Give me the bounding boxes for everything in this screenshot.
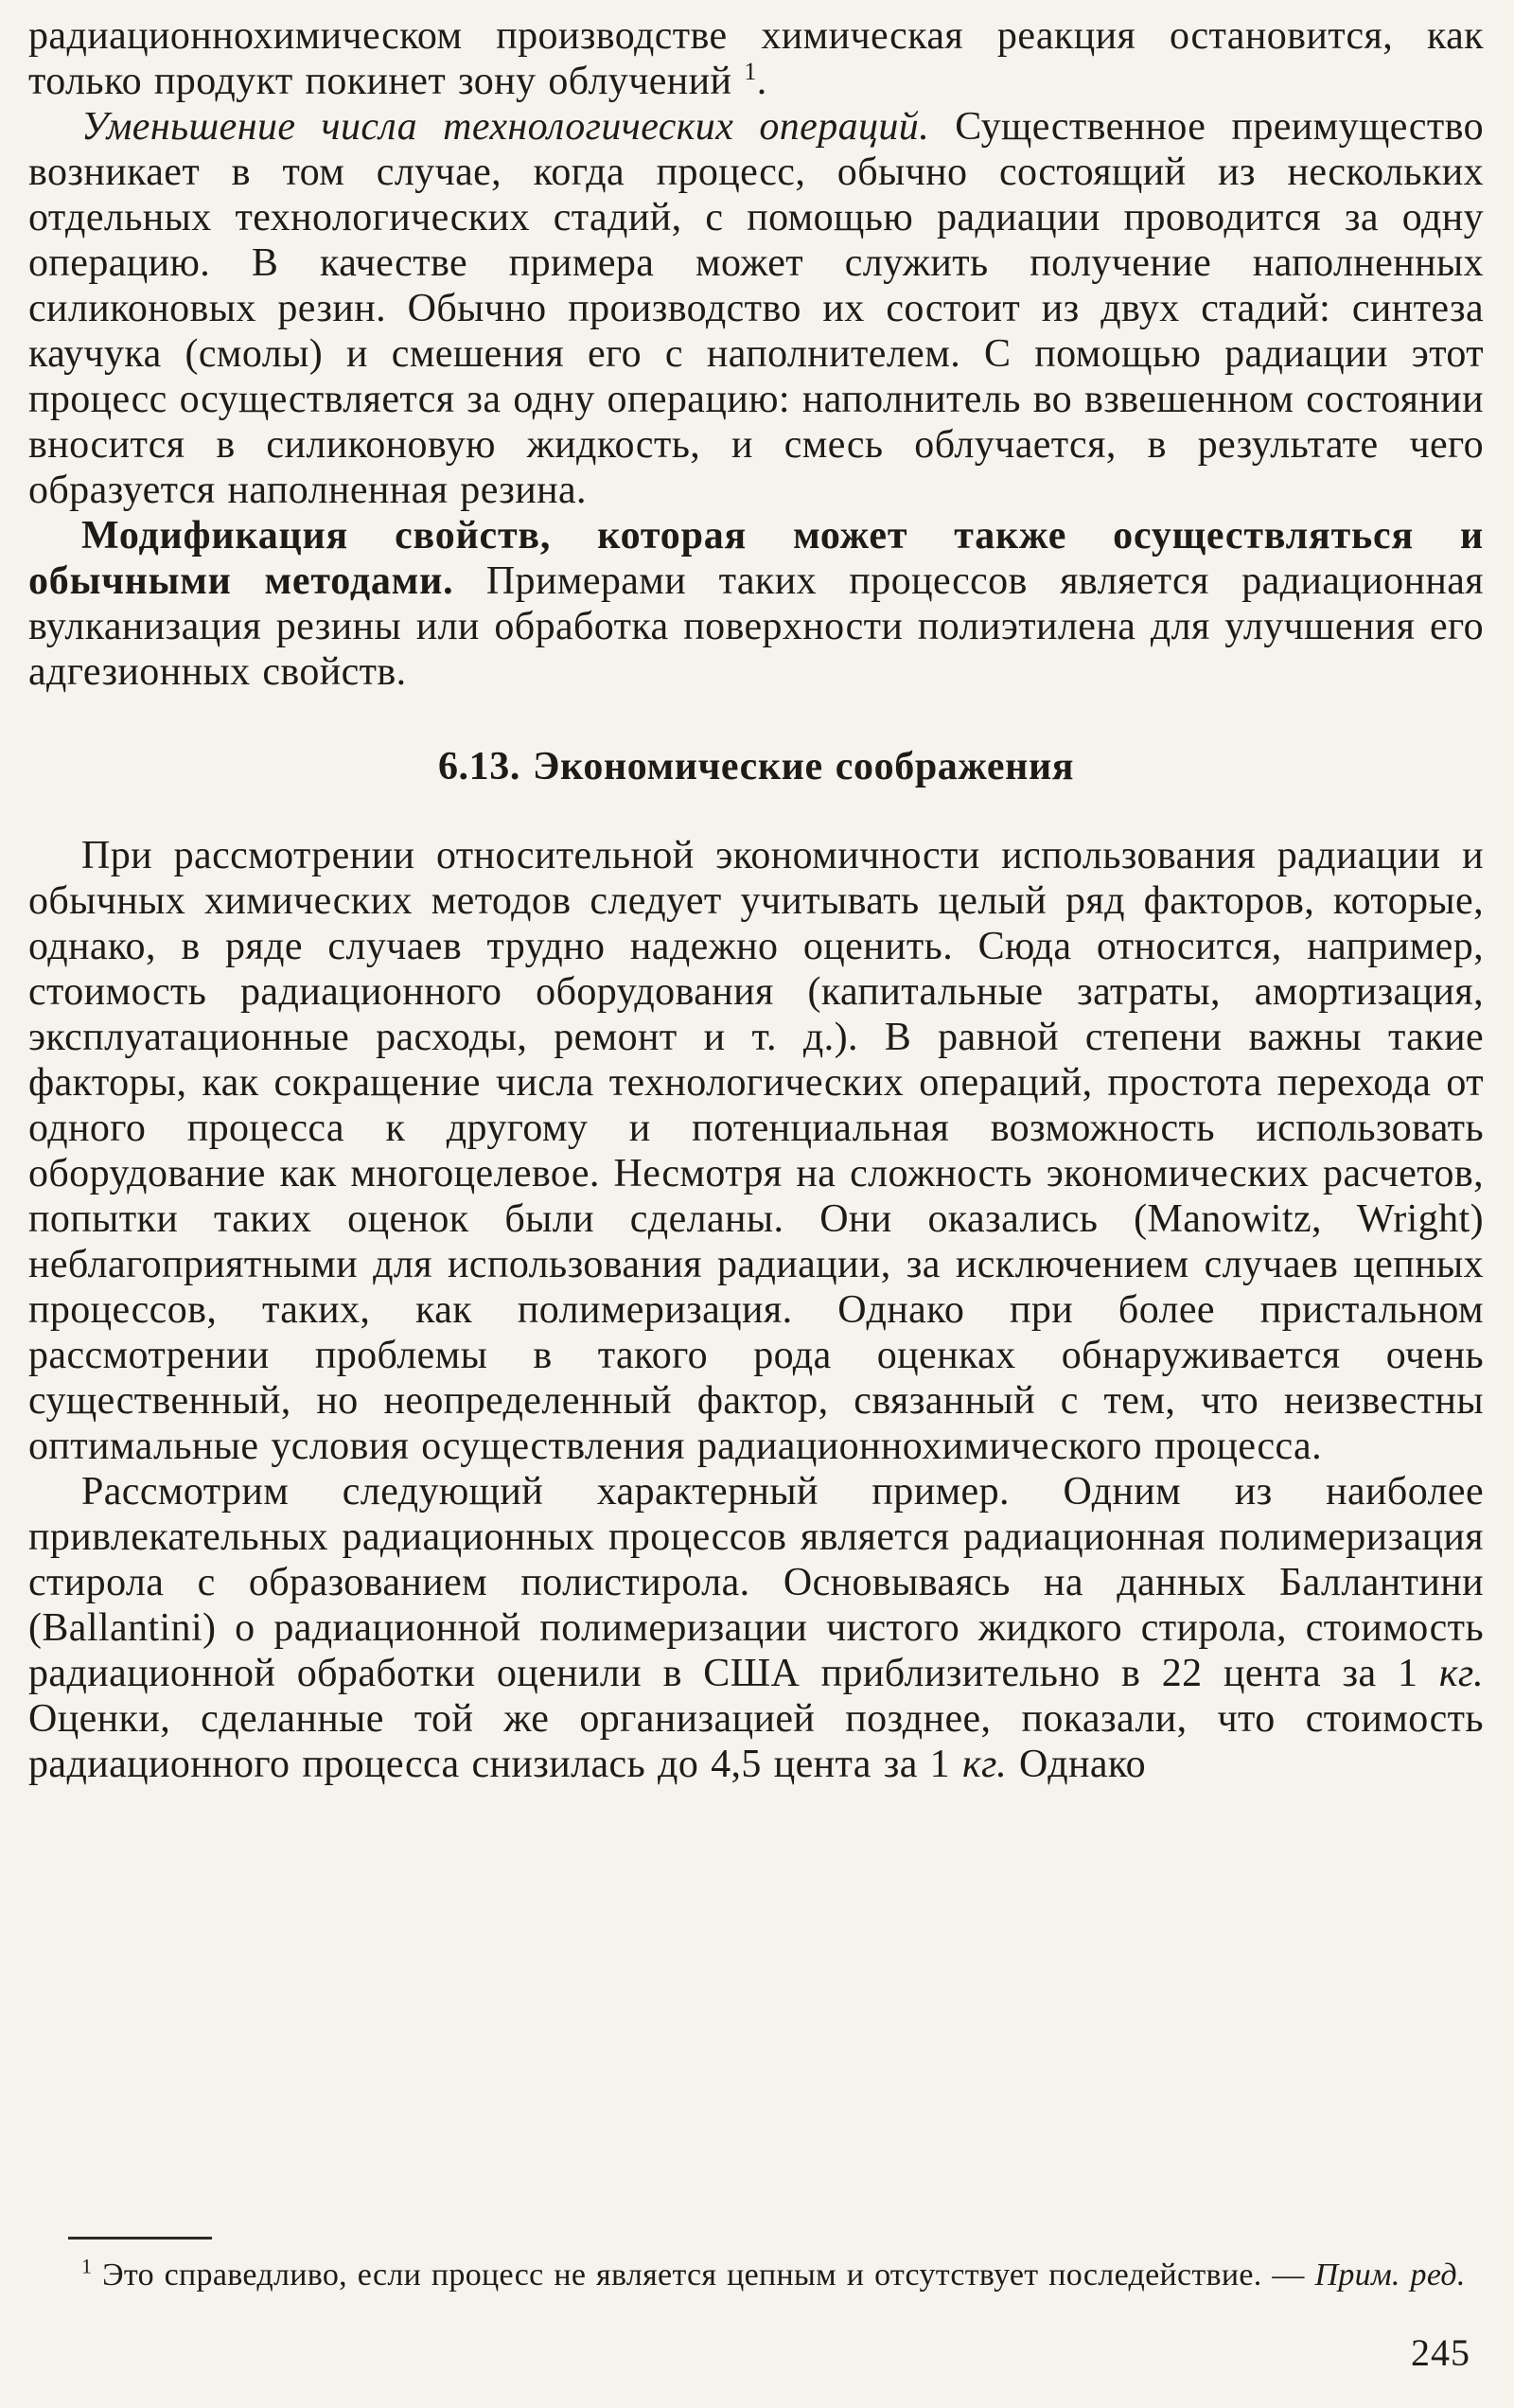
paragraph-text: Существенное преимущество возникает в том случае, когда процесс, обычно состоящий из нескольких отдельных технологических стадий, с помощью радиации проводится за одну операцию. В качестве примера может служить получение наполненных силиконовых резин. Обычно производство их состоит из двух стадий: синтеза каучука (смолы) и смешения его с наполнителем. С помощью радиации этот процесс осуществляется за одну операцию: наполнитель во взвешенном состоянии вносится в силиконовую жидкость, и смесь облучается, в результате чего образуется наполненная резина.: [28, 105, 1485, 512]
paragraph-text: Рассмотрим следующий характерный пример. Одним из наиболее привлекательных радиационных процессов является радиационная полимеризация стирола с образованием полистирола. Основываясь на данных Баллантини (Ballantini) о радиационной полимеризации чистого жидкого стирола, стоимость радиационной обработки оценили в США приблизительно в 22 цента за 1: [28, 1470, 1484, 1695]
paragraph-operations: [28, 104, 1484, 513]
paragraph-text: Оценки, сделанные той же организацией позднее, показали, что стоимость радиационного процесса снизилась до 4,5 цента за 1: [28, 1697, 1484, 1786]
section-heading: 6.13. Экономические соображения: [437, 745, 1075, 788]
paragraph-lead-bold: Модификация свойств, которая может также осуществляться и обычными методами.: [28, 514, 1484, 603]
footnote-divider: [68, 2237, 212, 2240]
footnote-area: [28, 2237, 1484, 2296]
footnote-ref: 1: [744, 58, 757, 85]
paragraph-text: Примерами таких процессов является радиационная вулканизация резины или обработка поверхности полиэтилена для улучшения его адгезионных свойств.: [28, 559, 1484, 694]
paragraph-continuation: [28, 13, 1484, 104]
unit-kg-italic: кг.: [961, 1743, 1008, 1786]
footnote-text: Это справедливо, если процесс не является цепным и отсутствует последействие. —: [92, 2258, 1315, 2293]
footnote-marker: 1: [81, 2254, 93, 2278]
paragraph-lead-italic: Уменьшение числа технологических операций.: [81, 105, 930, 149]
footnote: [28, 2255, 1484, 2296]
paragraph-modification: [28, 513, 1484, 695]
paragraph-text: радиационнохимическом производстве химическая реакция остановится, как только продукт покинет зону облучений: [28, 14, 1484, 103]
paragraph-example: [28, 1469, 1484, 1787]
page-number: 245: [1411, 2331, 1470, 2374]
paragraph-text: Однако: [1007, 1743, 1146, 1786]
unit-kg-italic: кг.: [1438, 1652, 1484, 1695]
footnote-editor-note: Прим. ред.: [1314, 2258, 1466, 2293]
paragraph-text: .: [756, 60, 767, 103]
paragraph-economics: При рассмотрении относительной экономичности использования радиации и обычных химических методов следует учитывать целый ряд факторов, которые, однако, в ряде случаев трудно надежно оценить. Сюда относится, например, стоимость радиационного оборудования (капитальные затраты, амортизация, эксплуатационные расходы, ремонт и т. д.). В равной степени важны такие факторы, как сокращение числа технологических операций, простота перехода от одного процесса к другому и потенциальная возможность использовать оборудование как многоцелевое. Несмотря на сложность экономических расчетов, попытки таких оценок были сделаны. Они оказались (Manowitz, Wright) неблагоприятными для использования радиации, за исключением случаев цепных процессов, таких, как полимеризация. Однако при более пристальном рассмотрении проблемы в такого рода оценках обнаруживается очень существенный, но неопределенный фактор, связанный с тем, что неизвестны оптимальные условия осуществления радиационнохимического процесса.: [28, 834, 1484, 1468]
